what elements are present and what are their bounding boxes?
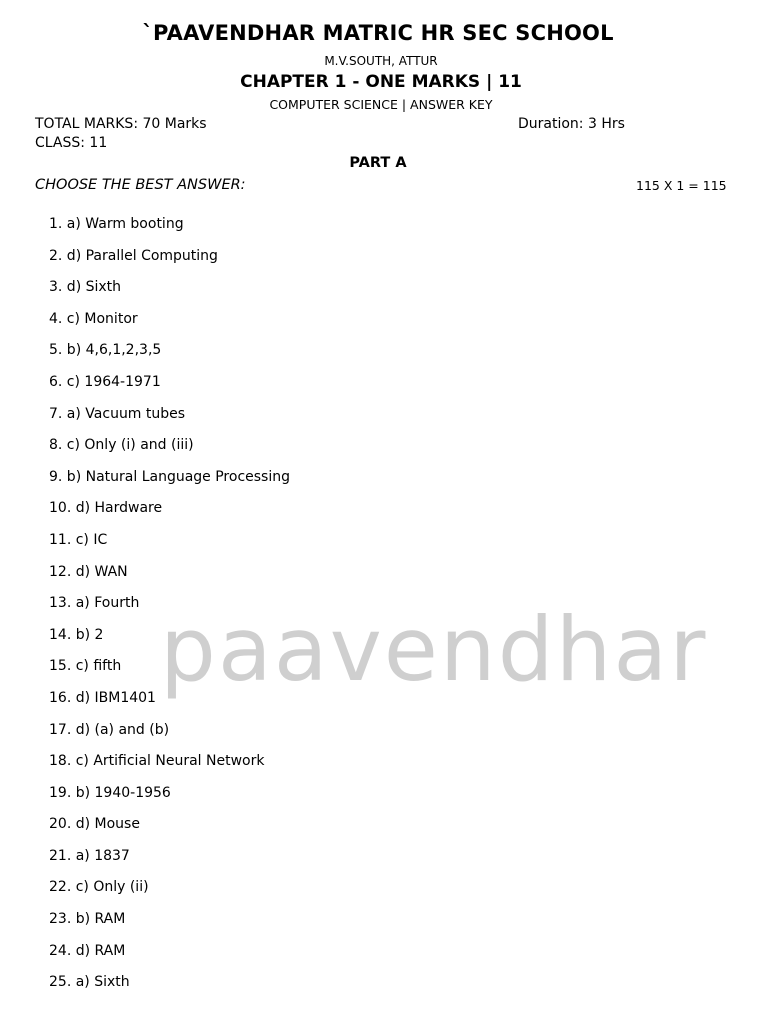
- answer-item: 19. b) 1940-1956: [49, 784, 171, 801]
- school-location: M.V.SOUTH, ATTUR: [324, 54, 438, 68]
- instruction: CHOOSE THE BEST ANSWER:: [35, 177, 246, 193]
- chapter-title: CHAPTER 1 - ONE MARKS | 11: [240, 72, 522, 92]
- answer-item: 9. b) Natural Language Processing: [49, 468, 290, 485]
- marks-formula: 115 X 1 = 115: [636, 178, 727, 193]
- watermark: paavendhar: [160, 598, 708, 701]
- answer-item: 3. d) Sixth: [49, 279, 122, 296]
- answer-item: 7. a) Vacuum tubes: [49, 405, 186, 422]
- duration: Duration: 3 Hrs: [518, 116, 625, 132]
- answer-item: 23. b) RAM: [49, 911, 126, 928]
- answer-item: 16. d) IBM1401: [49, 689, 156, 706]
- answer-item: 8. c) Only (i) and (iii): [49, 437, 194, 454]
- answer-item: 13. a) Fourth: [49, 595, 140, 612]
- answer-item: 21. a) 1837: [49, 847, 130, 864]
- answer-item: 22. c) Only (ii): [49, 879, 149, 896]
- answer-item: 20. d) Mouse: [49, 816, 140, 833]
- class-line: CLASS: 11: [35, 135, 108, 151]
- answer-item: 10. d) Hardware: [49, 500, 163, 517]
- answer-item: 17. d) (a) and (b): [49, 721, 170, 738]
- answer-item: 14. b) 2: [49, 626, 104, 643]
- answer-item: 2. d) Parallel Computing: [49, 247, 218, 264]
- answer-item: 6. c) 1964-1971: [49, 373, 161, 390]
- answer-item: 15. c) fifth: [49, 658, 122, 675]
- total-marks: TOTAL MARKS: 70 Marks: [35, 116, 207, 132]
- part-heading: PART A: [349, 155, 407, 171]
- answer-list: [49, 215, 290, 1005]
- school-title: `PAAVENDHAR MATRIC HR SEC SCHOOL: [142, 21, 614, 45]
- answer-item: 1. a) Warm booting: [49, 216, 184, 232]
- answer-item: 11. c) IC: [49, 531, 108, 548]
- answer-item: 5. b) 4,6,1,2,3,5: [49, 342, 162, 359]
- answer-item: 24. d) RAM: [49, 942, 126, 959]
- answer-item: 12. d) WAN: [49, 563, 128, 580]
- answer-item: 18. c) Artificial Neural Network: [49, 753, 265, 770]
- answer-item: 25. a) Sixth: [49, 974, 130, 991]
- answer-item: 4. c) Monitor: [49, 310, 138, 327]
- subject-line: COMPUTER SCIENCE | ANSWER KEY: [269, 97, 493, 112]
